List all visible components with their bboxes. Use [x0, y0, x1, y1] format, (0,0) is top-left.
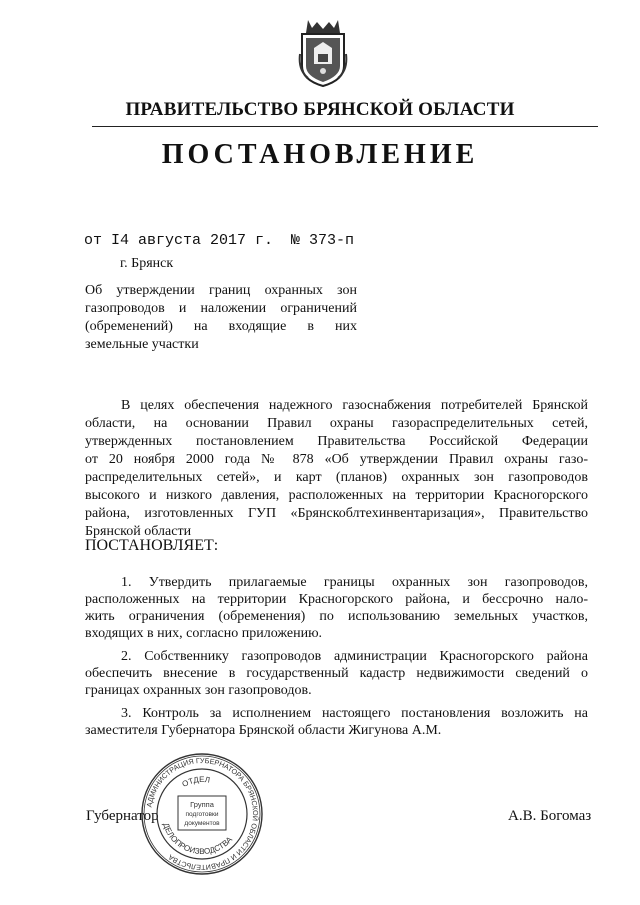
- subject-line: (обременений) на входящие в них: [85, 319, 357, 334]
- date-and-number: от I4 августа 2017 г. № 373-п: [84, 232, 355, 249]
- decree-items: [85, 574, 588, 745]
- document-subject: [85, 282, 357, 354]
- stamp-inner-bottom: ДЕЛОПРОИЗВОДСТВА: [161, 821, 235, 857]
- preamble-line: района, изготовленных ГУП «Брянскоблтехинвентаризация», Правительство: [85, 506, 588, 521]
- preamble-line: распределительных сетей», и карт (планов) охранных зон газопроводов: [85, 470, 588, 485]
- item-line: 3. Контроль за исполнением настоящего постановления возложить на: [121, 706, 588, 721]
- item-line: границах охранных зон газопроводов.: [85, 683, 312, 698]
- preamble-line: В целях обеспечения надежного газоснабжения потребителей Брянской: [121, 398, 588, 413]
- stamp-center-line: документов: [184, 820, 220, 827]
- decree-item-1: [85, 574, 588, 642]
- city: г. Брянск: [120, 256, 174, 271]
- subject-line: земельные участки: [85, 337, 199, 352]
- stamp-inner-top: ОТДЕЛ: [180, 774, 211, 789]
- preamble-paragraph: [85, 397, 588, 541]
- signer-name: А.В. Богомаз: [508, 808, 592, 824]
- item-line: расположенных на территории Красногорского района, и бессрочно нало-: [85, 592, 588, 607]
- office-stamp-icon: [140, 752, 264, 876]
- government-title: ПРАВИТЕЛЬСТВО БРЯНСКОЙ ОБЛАСТИ: [125, 99, 515, 120]
- header-divider: [92, 126, 598, 127]
- decree-item-3: [85, 705, 588, 739]
- item-line: заместителя Губернатора Брянской области Жигунова А.М.: [85, 723, 442, 738]
- subject-line: газопроводов и наложении ограничений: [85, 301, 357, 316]
- preamble-line: утвержденных постановлением Правительства Российской Федерации: [85, 434, 588, 449]
- decree-item-2: [85, 648, 588, 699]
- item-line: жить ограничения (обременения) по использованию земельных участков,: [85, 609, 588, 624]
- stamp-outer-text: АДМИНИСТРАЦИЯ ГУБЕРНАТОРА БРЯНСКОЙ ОБЛАСТИ И ПРАВИТЕЛЬСТВА: [144, 755, 261, 873]
- preamble-line: области, на основании Правил охраны газораспределительных сетей,: [85, 416, 588, 431]
- item-line: 2. Собственнику газопроводов администрации Красногорского района: [121, 649, 588, 664]
- decree-word: ПОСТАНОВЛЯЕТ:: [85, 537, 219, 554]
- subject-line: Об утверждении границ охранных зон: [85, 283, 357, 298]
- item-line: входящих в них, согласно приложению.: [85, 626, 323, 641]
- coat-of-arms-icon: [298, 14, 348, 88]
- stamp-center-line: подготовки: [185, 811, 219, 818]
- document-type: ПОСТАНОВЛЕНИЕ: [161, 139, 479, 170]
- item-line: 1. Утвердить прилагаемые границы охранных зон газопроводов,: [121, 575, 588, 590]
- preamble-line: Брянской области: [85, 524, 192, 539]
- signer-title: Губернатор: [86, 808, 159, 824]
- preamble-line: высокого и низкого давления, расположенных на территории Красногорского: [85, 488, 588, 503]
- item-line: обеспечить внесение в государственный кадастр недвижимости сведений о: [85, 666, 588, 681]
- stamp-center-line: Группа: [190, 800, 214, 809]
- preamble-line: от 20 ноября 2000 года № 878 «Об утверждении Правил охраны газо-: [85, 452, 588, 467]
